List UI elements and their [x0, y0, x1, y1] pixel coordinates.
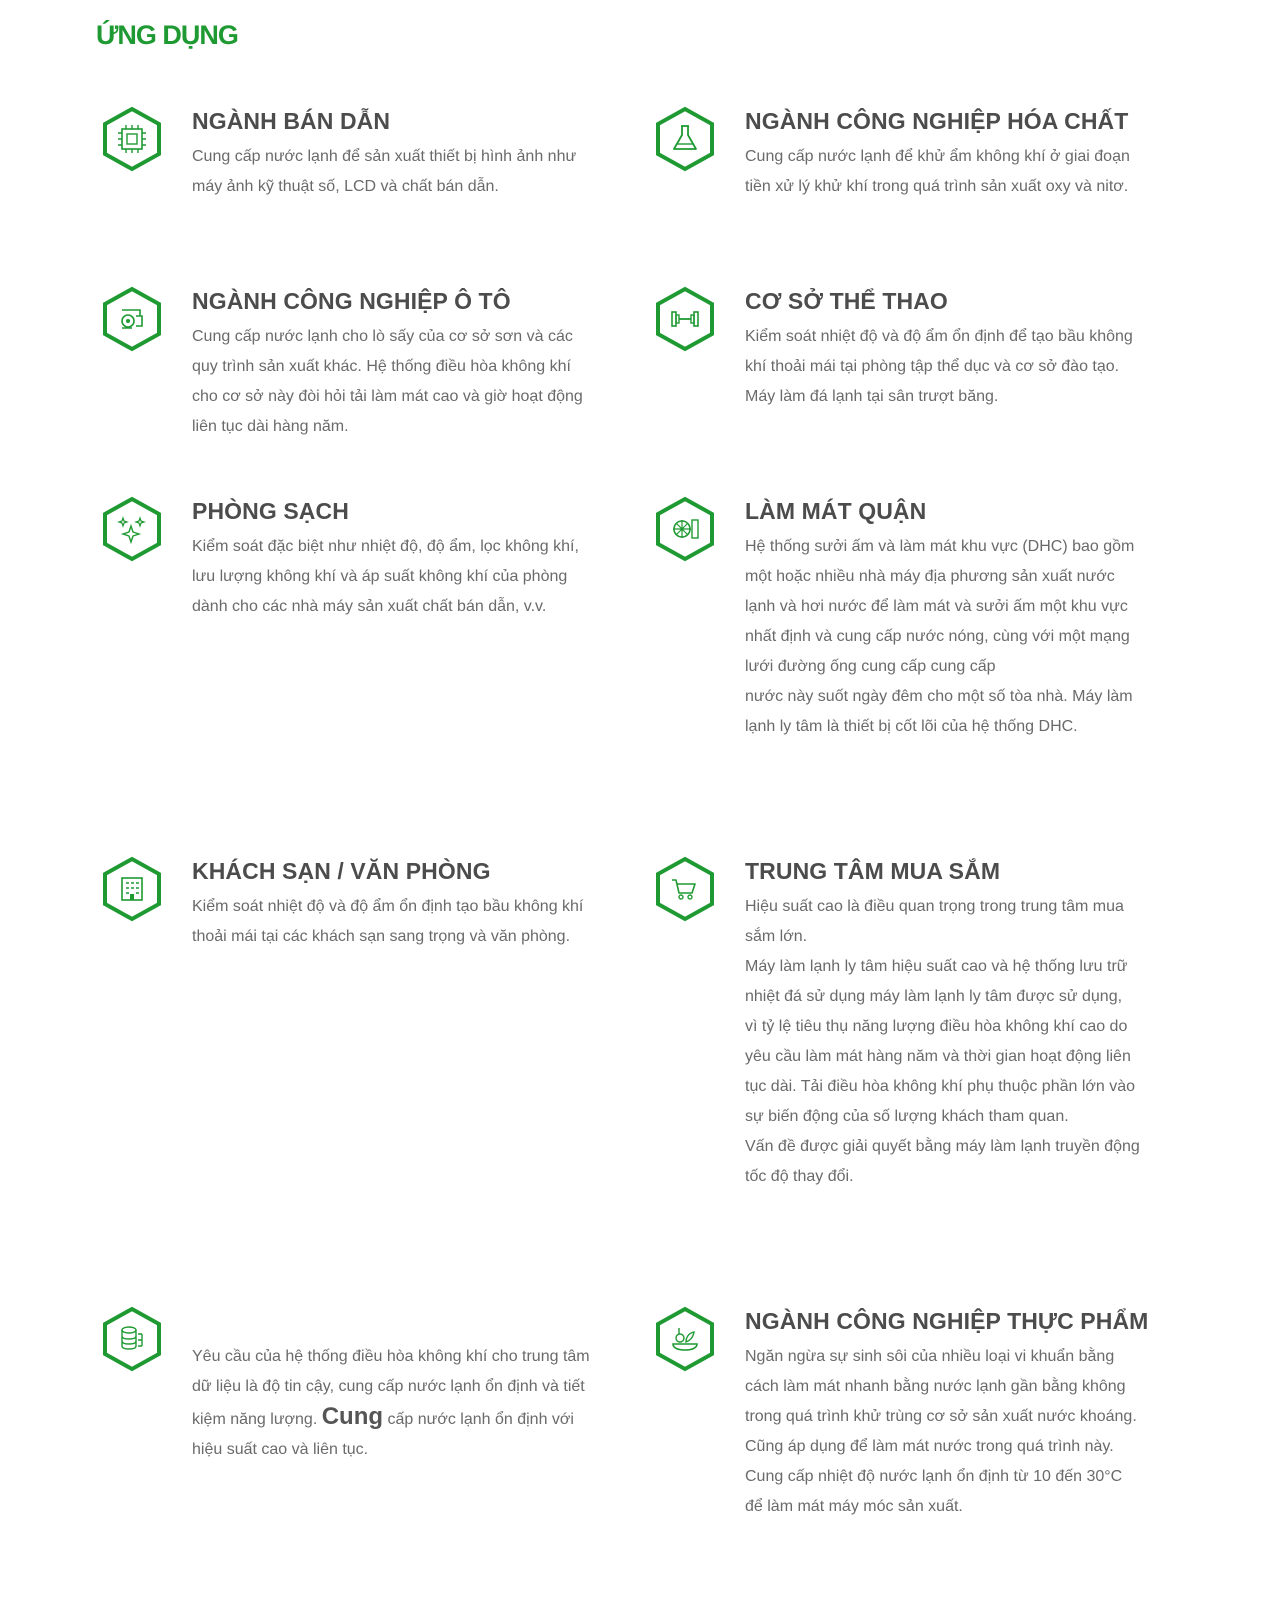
database-icon [102, 1306, 168, 1376]
item-description: Kiểm soát nhiệt độ và độ ẩm ổn định tạo bầu không khí thoải mái tại các khách sạn sang trọng và văn phòng. [192, 898, 584, 945]
item-title: NGÀNH CÔNG NGHIỆP HÓA CHẤT [745, 108, 1129, 134]
dumbbell-icon [655, 286, 721, 356]
item-description: Hệ thống sưởi ấm và làm mát khu vực (DHC) bao gồm một hoặc nhiều nhà máy địa phương sản xuất nước lạnh và hơi nước để làm mát và sưởi ấm một khu vực nhất định và cung cấp nước nóng, cùng với một mạng lưới đường ống cung cấp cung cấp nước này suốt ngày đêm cho một số tòa nhà. Máy làm lạnh ly tâm là thiết bị cốt lõi của hệ thống DHC. [745, 538, 1135, 735]
car-engine-icon [102, 286, 168, 356]
district-cooling-icon [655, 496, 721, 566]
emphasis-text: Cung [321, 1403, 384, 1430]
building-icon [102, 856, 168, 926]
item-description: Kiểm soát nhiệt độ và độ ẩm ổn định để tạo bầu không khí thoải mái tại phòng tập thể dục và cơ sở đào tạo. Máy làm đá lạnh tại sân trượt băng. [745, 328, 1133, 405]
item-description: Cung cấp nước lạnh để sản xuất thiết bị hình ảnh như máy ảnh kỹ thuật số, LCD và chất bán dẫn. [192, 148, 577, 195]
chip-icon [102, 106, 168, 176]
item-description: Yêu cầu của hệ thống điều hòa không khí cho trung tâm dữ liệu là độ tin cậy, cung cấp nước lạnh ổn định và tiết kiệm năng lượng. Cung cấp nước lạnh ổn định với hiệu suất cao và liên tục. [192, 1348, 590, 1458]
item-description: Kiểm soát đặc biệt như nhiệt độ, độ ẩm, lọc không khí, lưu lượng không khí và áp suất không khí của phòng dành cho các nhà máy sản xuất chất bán dẫn, v.v. [192, 538, 579, 615]
shopping-cart-icon [655, 856, 721, 926]
flask-icon [655, 106, 721, 176]
item-title: KHÁCH SẠN / VĂN PHÒNG [192, 858, 491, 884]
item-description: Ngăn ngừa sự sinh sôi của nhiều loại vi khuẩn bằng cách làm mát nhanh bằng nước lạnh gần bằng không trong quá trình khử trùng cơ sở sản xuất nước khoáng. Cũng áp dụng để làm mát nước trong quá trình này. Cung cấp nhiệt độ nước lạnh ổn định từ 10 đến 30°C để làm mát máy móc sản xuất. [745, 1348, 1137, 1515]
item-title: LÀM MÁT QUẬN [745, 498, 927, 524]
section-title: ỨNG DỤNG [96, 20, 238, 50]
item-title: NGÀNH CÔNG NGHIỆP Ô TÔ [192, 288, 511, 314]
item-description: Hiệu suất cao là điều quan trọng trong trung tâm mua sắm lớn. Máy làm lạnh ly tâm hiệu suất cao và hệ thống lưu trữ nhiệt đá sử dụng máy làm lạnh ly tâm được sử dụng, vì tỷ lệ tiêu thụ năng lượng điều hòa không khí cao do yêu cầu làm mát hàng năm và thời gian hoạt động liên tục dài. Tải điều hòa không khí phụ thuộc phần lớn vào sự biến động của số lượng khách tham quan. Vấn đề được giải quyết bằng máy làm lạnh truyền động tốc độ thay đổi. [745, 898, 1140, 1185]
item-title: NGÀNH CÔNG NGHIỆP THỰC PHẨM [745, 1308, 1149, 1334]
item-description: Cung cấp nước lạnh để khử ẩm không khí ở giai đoạn tiền xử lý khử khí trong quá trình sản xuất oxy và nitơ. [745, 148, 1130, 195]
sparkle-icon [102, 496, 168, 566]
item-title: TRUNG TÂM MUA SẮM [745, 858, 1001, 884]
item-title: PHÒNG SẠCH [192, 498, 349, 524]
item-title: NGÀNH BÁN DẪN [192, 108, 391, 134]
item-description: Cung cấp nước lạnh cho lò sấy của cơ sở sơn và các quy trình sản xuất khác. Hệ thống điều hòa không khí cho cơ sở này đòi hỏi tải làm mát cao và giờ hoạt động liên tục dài hàng năm. [192, 328, 583, 435]
food-icon [655, 1306, 721, 1376]
item-title: CƠ SỞ THỂ THAO [745, 288, 948, 314]
